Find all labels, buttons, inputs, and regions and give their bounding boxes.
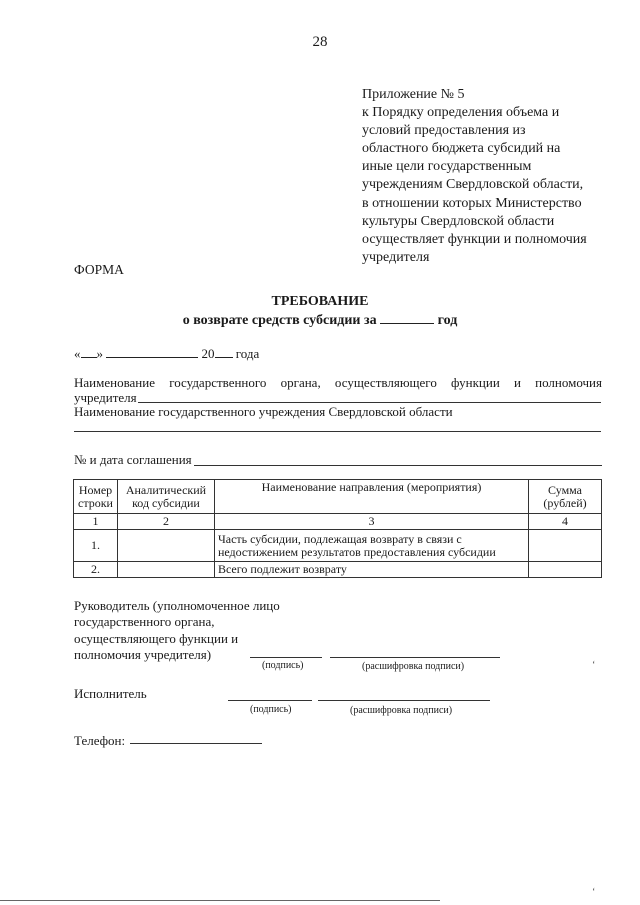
refund-table — [73, 479, 602, 578]
title-suffix: год — [437, 313, 458, 328]
agreement-label: № и дата соглашения — [74, 452, 192, 467]
executor-label: Исполнитель — [74, 686, 147, 701]
title-line-2 — [0, 311, 640, 330]
appendix-block — [362, 86, 612, 267]
appendix-line: в отношении которых Министерство — [362, 195, 582, 211]
title-prefix: о возврате средств субсидии за — [182, 313, 377, 328]
head-signature-label — [74, 598, 280, 664]
appendix-line: Приложение № 5 — [362, 87, 465, 102]
year-blank[interactable] — [380, 311, 434, 324]
appendix-line: учредителя — [362, 249, 430, 265]
head-sign-caption: (подпись) — [262, 660, 304, 671]
executor-decode-caption: (расшифровка подписи) — [350, 705, 453, 716]
executor-decode-line[interactable] — [318, 700, 490, 701]
column-number: 4 — [529, 514, 602, 530]
appendix-line: к Порядку определения объема и — [362, 105, 560, 121]
executor-sign-caption: (подпись) — [250, 704, 292, 715]
row-number: 1. — [74, 530, 118, 562]
row-sum-cell[interactable] — [529, 530, 602, 562]
close-quote: » — [96, 346, 103, 361]
head-decode-caption: (расшифровка подписи) — [362, 661, 465, 672]
head-signature-line[interactable] — [250, 657, 322, 658]
organ-label-line1: Наименование государственного органа, осуществляющего функции и полномочия — [74, 375, 602, 390]
row-number: 2. — [74, 562, 118, 578]
table-row — [74, 562, 602, 578]
appendix-line: осуществляет функции и полномочия — [362, 231, 587, 247]
organ-label-line2: учредителя — [74, 390, 137, 405]
header-row-number: Номер строки — [74, 480, 118, 514]
head-line: Руководитель (уполномоченное лицо — [74, 598, 280, 613]
appendix-line: культуры Свердловской области — [362, 213, 555, 229]
month-blank[interactable] — [106, 345, 198, 358]
row-code-cell[interactable] — [117, 562, 214, 578]
title-line-1: ТРЕБОВАНИЕ — [271, 294, 369, 309]
column-number: 2 — [117, 514, 214, 530]
organ-name-field[interactable] — [138, 402, 601, 403]
date-line — [74, 345, 259, 362]
year-digits-blank[interactable] — [215, 345, 233, 358]
open-quote: « — [74, 346, 81, 361]
header-direction-name: Наименование направления (мероприятия) — [214, 480, 528, 514]
year-suffix: года — [235, 346, 260, 361]
head-decode-line[interactable] — [330, 657, 500, 658]
column-number: 1 — [74, 514, 118, 530]
row-code-cell[interactable] — [117, 530, 214, 562]
agreement-field[interactable] — [194, 465, 602, 466]
phone-label: Телефон: — [74, 733, 126, 748]
form-label: ФОРМА — [74, 262, 124, 277]
institution-name-field[interactable] — [74, 431, 601, 432]
document-title — [0, 293, 640, 330]
scan-mark: ‘ — [592, 887, 596, 898]
head-line: полномочия учредителя) — [74, 647, 212, 663]
table-column-numbers-row — [74, 514, 602, 530]
year-prefix: 20 — [201, 346, 215, 361]
header-subsidy-code: Аналитический код субсидии — [117, 480, 214, 514]
day-blank[interactable] — [81, 345, 97, 358]
page-number: 28 — [312, 34, 328, 50]
phone-field[interactable] — [130, 743, 262, 744]
institution-label: Наименование государственного учреждения Свердловской области — [74, 404, 453, 419]
executor-signature-line[interactable] — [228, 700, 312, 701]
column-number: 3 — [214, 514, 528, 530]
scan-mark: ‘ — [592, 660, 596, 671]
row-sum-cell[interactable] — [529, 562, 602, 578]
appendix-line: областного бюджета субсидий на — [362, 141, 561, 157]
head-line: осуществляющего функции и — [74, 630, 239, 646]
table-row — [74, 530, 602, 562]
table-header-row — [74, 480, 602, 514]
page-bottom-edge — [0, 900, 440, 901]
head-line: государственного органа, — [74, 614, 215, 630]
header-sum: Сумма (рублей) — [529, 480, 602, 514]
row-name: Всего подлежит возврату — [214, 562, 528, 578]
appendix-line: условий предоставления из — [362, 123, 526, 139]
appendix-line: учреждениям Свердловской области, — [362, 177, 584, 193]
appendix-line: иные цели государственным — [362, 159, 532, 175]
row-name: Часть субсидии, подлежащая возврату в связи с недостижением результатов предоставления субсидии — [214, 530, 528, 562]
